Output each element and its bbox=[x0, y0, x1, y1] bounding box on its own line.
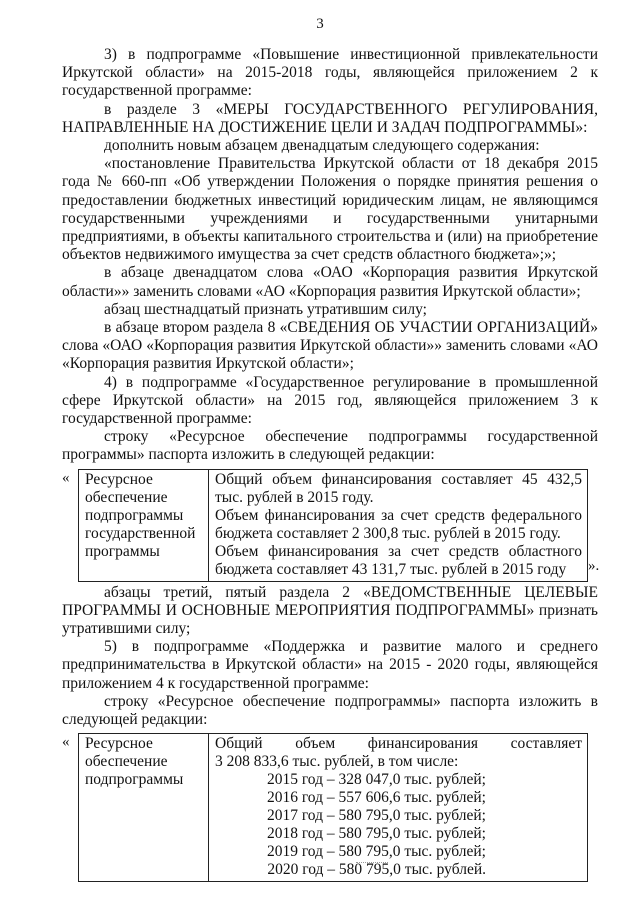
paragraph: 4) в подпрограмме «Государственное регулирование в промышленной сфере Иркутской области» на 2015 год, являющейся приложением 3 к государственной программе: bbox=[62, 373, 598, 428]
resource-table bbox=[78, 733, 588, 882]
year-line: 2016 год – 557 606,6 тыс. рублей; bbox=[266, 789, 486, 807]
row-value-cell bbox=[209, 734, 588, 882]
paragraph: в абзаце двенадцатом слова «ОАО «Корпорация развития Иркутской области»» заменить словами «АО «Корпорация развития Иркутской области»; bbox=[62, 264, 598, 300]
paragraphs-middle bbox=[62, 584, 598, 730]
row-name-cell: Ресурсное обеспечение подпрограммы государственной программы bbox=[79, 469, 209, 581]
value-line: Общий объем финансирования составляет bbox=[215, 735, 582, 753]
open-quote: « bbox=[62, 469, 70, 486]
divider bbox=[356, 862, 388, 863]
year-line: 2020 год – 580 795,0 тыс. рублей. bbox=[267, 861, 486, 879]
paragraph: строку «Ресурсное обеспечение подпрограммы» паспорта изложить в следующей редакции: bbox=[62, 692, 598, 729]
row-value-cell bbox=[209, 469, 588, 581]
row-name-cell: Ресурсное обеспечение подпрограммы bbox=[79, 734, 209, 882]
passport-table-2 bbox=[62, 733, 598, 882]
year-line: 2015 год – 328 047,0 тыс. рублей; bbox=[266, 771, 486, 789]
paragraph: «постановление Правительства Иркутской области от 18 декабря 2015 года № 660-пп «Об утверждении Положения о порядке принятия решения о предоставлении бюджетных инвестиций юридическим лицам, не являющимся государственными учреждениями и государственными унитарными предприятиями, в объекты капитального строительства и (или) на приобретение объектов недвижимого имущества за счет средств областного бюджета»;»; bbox=[62, 155, 598, 264]
value-line: 3 208 833,6 тыс. рублей, в том числе: bbox=[215, 753, 459, 771]
page-number: 3 bbox=[316, 16, 324, 32]
paragraphs-top bbox=[62, 46, 598, 465]
resource-table bbox=[78, 469, 588, 582]
paragraph: абзацы третий, пятый раздела 2 «ВЕДОМСТВЕННЫЕ ЦЕЛЕВЫЕ ПРОГРАММЫ И ОСНОВНЫЕ МЕРОПРИЯТИЯ ПОДПРОГРАММЫ» признать утратившими силу; bbox=[62, 583, 598, 638]
passport-table-1 bbox=[62, 469, 598, 582]
paragraph: абзац шестнадцатый признать утратившим силу; bbox=[104, 300, 427, 318]
close-quote: ». bbox=[588, 558, 600, 575]
year-line: 2019 год – 580 795,0 тыс. рублей; bbox=[266, 843, 486, 861]
paragraph: 3) в подпрограмме «Повышение инвестиционной привлекательности Иркутской области» на 2015-2018 годы, являющейся приложением 2 к государственной программе: bbox=[62, 46, 598, 100]
paragraph: 5) в подпрограмме «Поддержка и развитие малого и среднего предпринимательства в Иркутской области» на 2015 - 2020 годы, являющейся приложением 4 к государственной программе: bbox=[62, 638, 598, 692]
paragraph: дополнить новым абзацем двенадцатым следующего содержания: bbox=[104, 137, 540, 155]
value-line: Общий объем финансирования составляет 45 432,5 тыс. рублей в 2015 году. bbox=[215, 470, 582, 506]
paragraph: строку «Ресурсное обеспечение подпрограммы государственной программы» паспорта изложить в следующей редакции: bbox=[62, 428, 598, 464]
year-line: 2017 год – 580 795,0 тыс. рублей; bbox=[266, 807, 486, 825]
open-quote: « bbox=[62, 734, 70, 751]
table-row bbox=[79, 734, 588, 882]
document-body bbox=[62, 46, 598, 884]
paragraph: в абзаце втором раздела 8 «СВЕДЕНИЯ ОБ УЧАСТИИ ОРГАНИЗАЦИЙ» слова «ОАО «Корпорация развития Иркутской области»» заменить словами «АО «Корпорация развития Иркутской области»; bbox=[62, 319, 598, 373]
table-row bbox=[79, 469, 588, 581]
value-line: Объем финансирования за счет средств областного бюджета составляет 43 131,7 тыс. рублей в 2015 году bbox=[215, 542, 582, 578]
value-line: Объем финансирования за счет средств федерального бюджета составляет 2 300,8 тыс. рублей в 2015 году. bbox=[215, 506, 582, 542]
year-line: 2018 год – 580 795,0 тыс. рублей; bbox=[266, 825, 486, 843]
paragraph: в разделе 3 «МЕРЫ ГОСУДАРСТВЕННОГО РЕГУЛИРОВАНИЯ, НАПРАВЛЕННЫЕ НА ДОСТИЖЕНИЕ ЦЕЛИ И ЗАДАЧ ПОДПРОГРАММЫ»: bbox=[62, 100, 598, 136]
